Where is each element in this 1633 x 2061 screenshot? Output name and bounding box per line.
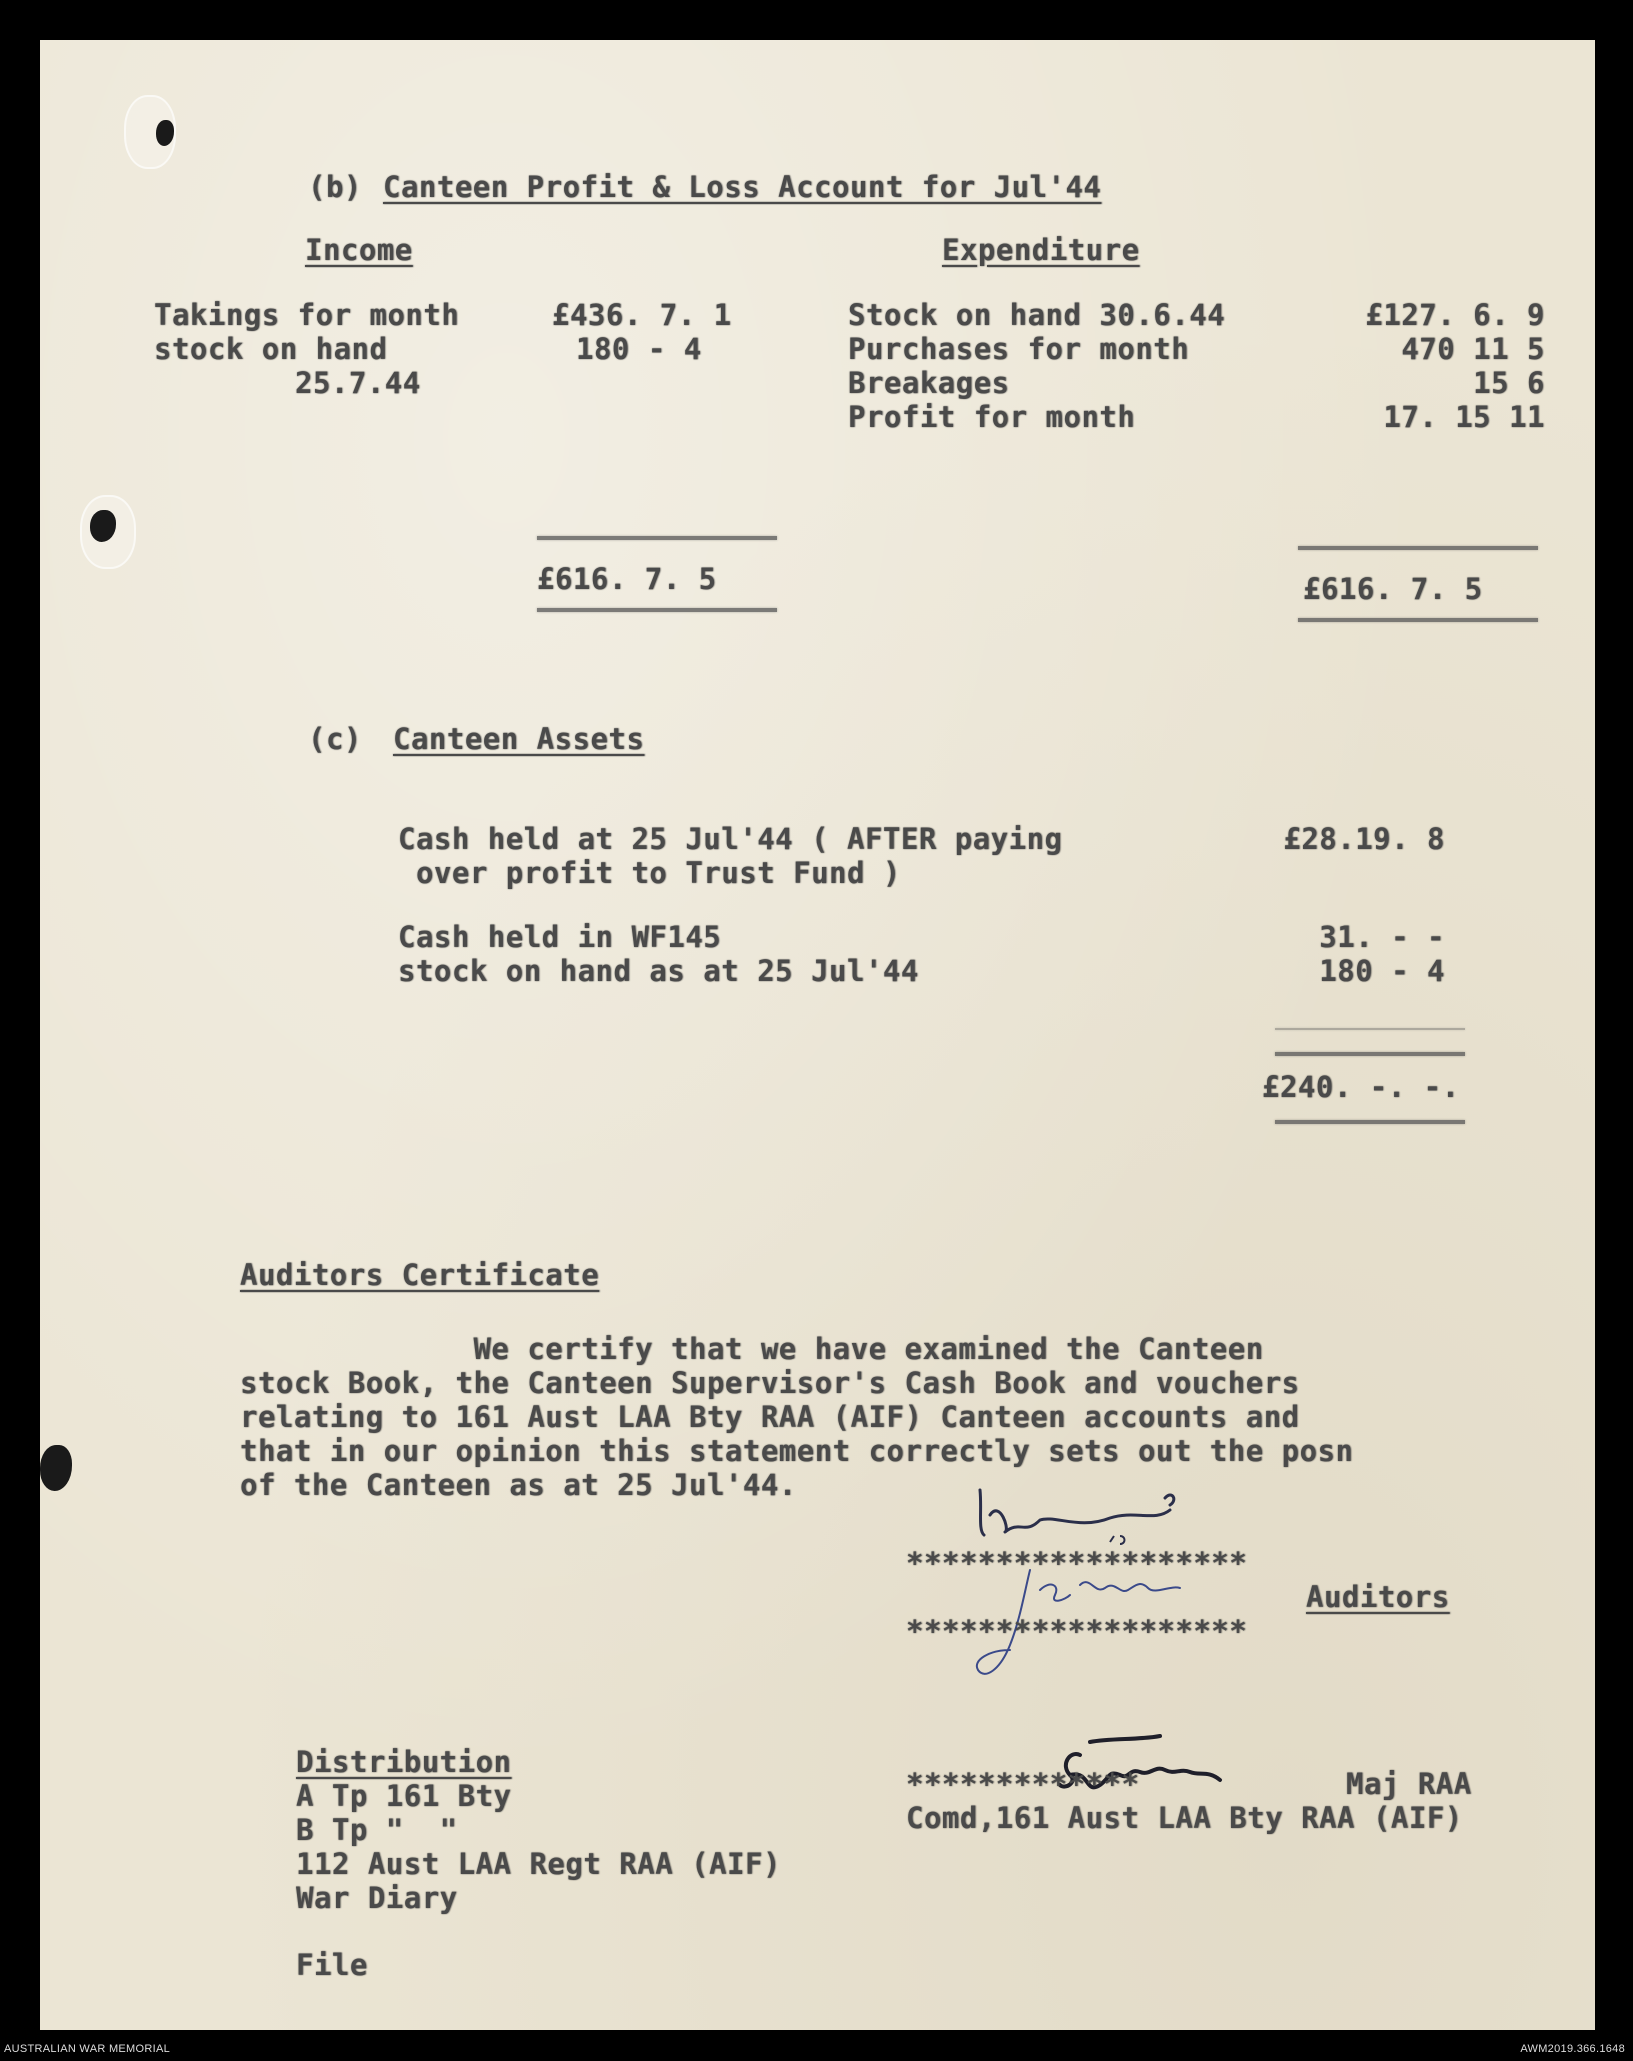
- distribution-title: Distribution: [296, 1745, 512, 1779]
- expenditure-item: Purchases for month: [848, 332, 1190, 366]
- certificate-line: stock Book, the Canteen Supervisor's Cash Book and vouchers: [240, 1366, 1300, 1400]
- expenditure-amount: 15 6: [1473, 366, 1545, 400]
- total-rule: [1298, 546, 1538, 550]
- asset-item: Cash held in WF145: [398, 920, 722, 954]
- distribution-item: War Diary: [296, 1881, 458, 1915]
- auditors-label: Auditors: [1306, 1580, 1450, 1614]
- certificate-title: Auditors Certificate: [240, 1258, 600, 1292]
- income-item: Takings for month: [154, 298, 460, 332]
- income-total: £616. 7. 5: [537, 562, 717, 596]
- section-c-label: (c): [308, 722, 362, 756]
- commander-rank: Maj RAA: [1346, 1767, 1472, 1801]
- expenditure-amount: £127. 6. 9: [1365, 298, 1545, 332]
- auditor-signature-1: [960, 1460, 1200, 1550]
- punch-hole: [40, 1445, 72, 1491]
- asset-amount: 31. - -: [1319, 920, 1445, 954]
- expenditure-item: Breakages: [848, 366, 1010, 400]
- section-c-title: Canteen Assets: [393, 722, 645, 756]
- expenditure-heading: Expenditure: [942, 233, 1140, 267]
- certificate-line: that in our opinion this statement correctly sets out the posn: [240, 1434, 1354, 1468]
- commander-dotted-line: *************: [906, 1767, 1140, 1801]
- distribution-item: 112 Aust LAA Regt RAA (AIF): [296, 1847, 781, 1881]
- expenditure-amount: 17. 15 11: [1383, 400, 1545, 434]
- income-heading: Income: [305, 233, 413, 267]
- asset-item: over profit to Trust Fund ): [398, 856, 901, 890]
- footer-accession-number: AWM2019.366.1648: [1520, 2043, 1625, 2055]
- section-b-title: Canteen Profit & Loss Account for Jul'44: [383, 170, 1102, 204]
- expenditure-item: Profit for month: [848, 400, 1136, 434]
- auditor-dotted-line: *******************: [906, 1546, 1248, 1580]
- section-b-label: (b): [308, 170, 362, 204]
- total-rule: [1275, 1120, 1465, 1124]
- document-page: [40, 40, 1595, 2030]
- income-item: 25.7.44: [295, 366, 421, 400]
- assets-total: £240. -. -.: [1262, 1070, 1460, 1104]
- total-rule: [537, 536, 777, 540]
- asset-amount: 180 - 4: [1319, 954, 1445, 988]
- expenditure-item: Stock on hand 30.6.44: [848, 298, 1226, 332]
- income-item: stock on hand: [154, 332, 388, 366]
- commander-appointment: Comd,161 Aust LAA Bty RAA (AIF): [906, 1801, 1463, 1835]
- certificate-line: relating to 161 Aust LAA Bty RAA (AIF) Canteen accounts and: [240, 1400, 1300, 1434]
- total-rule: [537, 608, 777, 612]
- income-amount: 180 - 4: [576, 332, 702, 366]
- income-amount: £436. 7. 1: [552, 298, 732, 332]
- total-rule: [1275, 1028, 1465, 1030]
- asset-item: Cash held at 25 Jul'44 ( AFTER paying: [398, 822, 1063, 856]
- expenditure-amount: 470 11 5: [1401, 332, 1545, 366]
- certificate-line: We certify that we have examined the Canteen: [240, 1332, 1264, 1366]
- footer-institution: AUSTRALIAN WAR MEMORIAL: [4, 2043, 171, 2055]
- asset-amount: £28.19. 8: [1283, 822, 1445, 856]
- distribution-item: A Tp 161 Bty: [296, 1779, 512, 1813]
- asset-item: stock on hand as at 25 Jul'44: [398, 954, 919, 988]
- total-rule: [1298, 618, 1538, 622]
- certificate-line: of the Canteen as at 25 Jul'44.: [240, 1468, 797, 1502]
- distribution-file: File: [296, 1948, 368, 1982]
- auditor-dotted-line: *******************: [906, 1614, 1248, 1648]
- distribution-item: B Tp " ": [296, 1813, 458, 1847]
- expenditure-total: £616. 7. 5: [1303, 572, 1483, 606]
- total-rule: [1275, 1052, 1465, 1056]
